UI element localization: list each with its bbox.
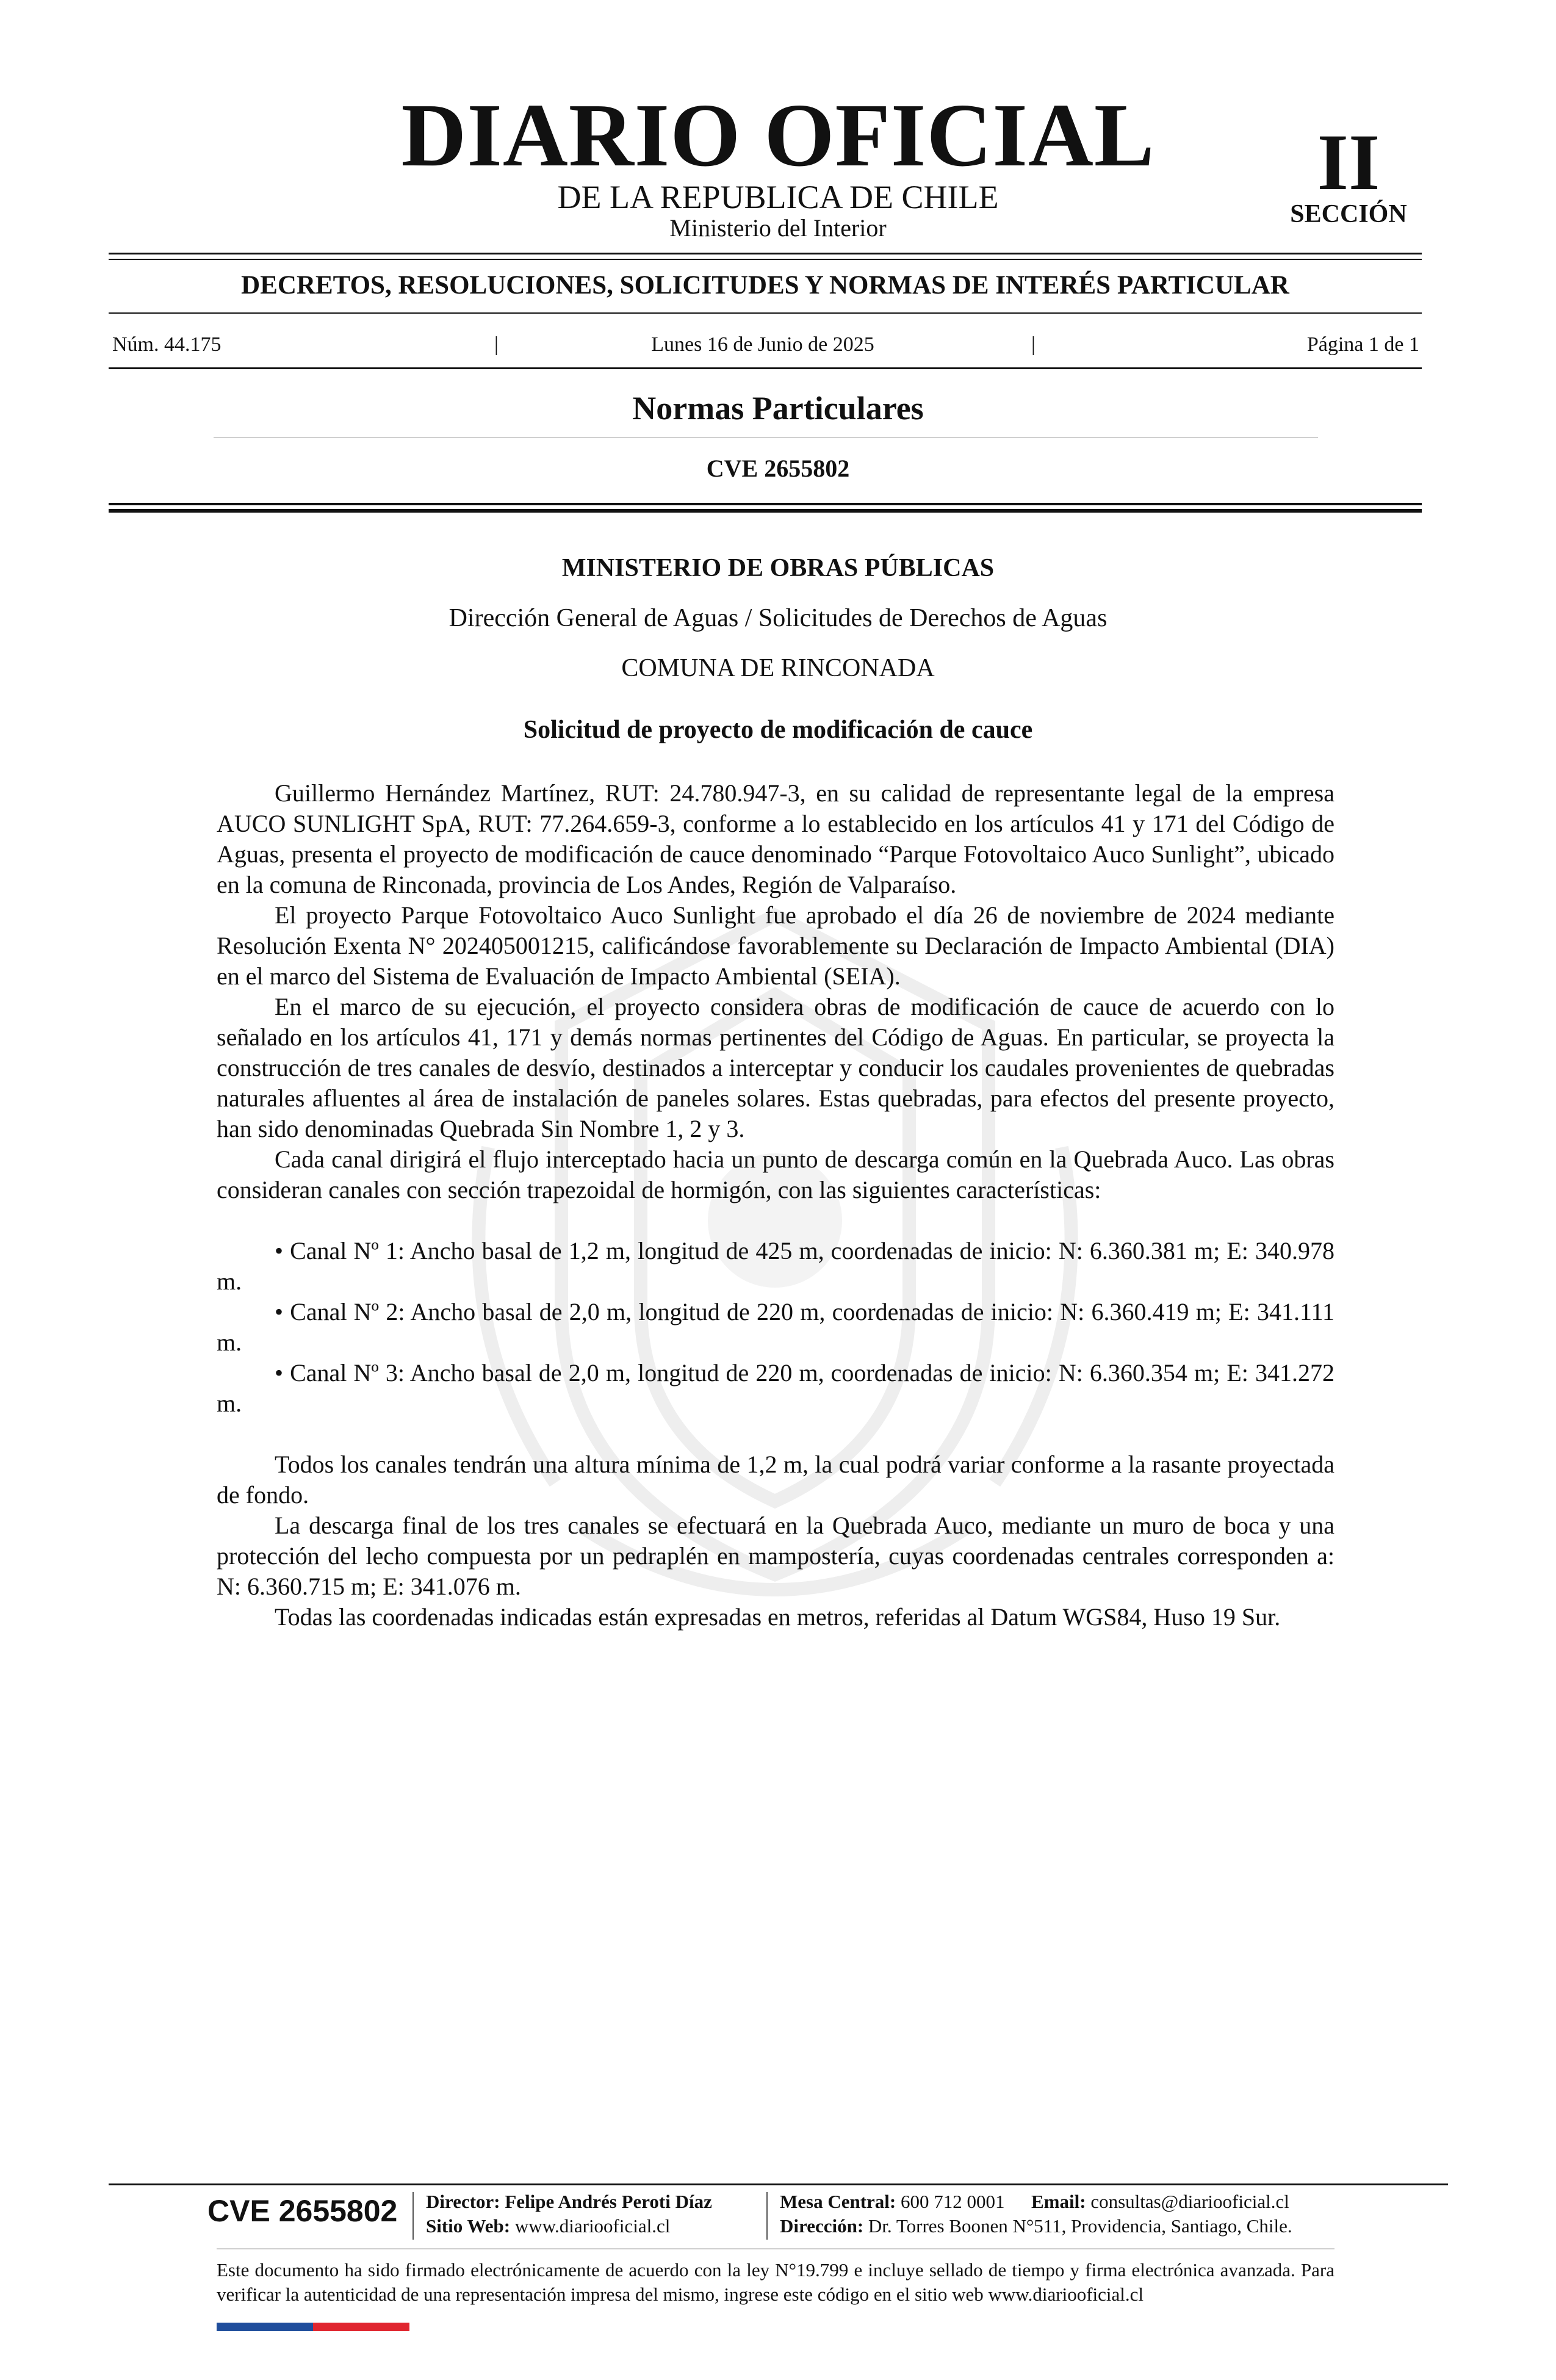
footer-inner-divider (217, 2248, 1334, 2249)
content-divider-1 (109, 503, 1422, 505)
category-banner: DECRETOS, RESOLUCIONES, SOLICITUDES Y NORMAS DE INTERÉS PARTICULAR (241, 271, 1289, 300)
footer-address (780, 2214, 1292, 2238)
info-divider (109, 367, 1422, 369)
header-divider-top (109, 253, 1422, 254)
website-link[interactable]: www.diariooficial.cl (514, 2215, 671, 2237)
phone-number: 600 712 0001 (901, 2191, 1005, 2212)
paragraph: Guillermo Hernández Martínez, RUT: 24.780.947-3, en su calidad de representante legal de la empresa AUCO SUNLIGHT SpA, RUT: 77.264.659-3, conforme a lo establecido en los artículos 41 y 171 del Código de Aguas, presenta el proyecto de modificación de cauce denominado “Parque Fotovoltaico Auco Sunlight”, ubicado en la comuna de Rinconada, provincia de Los Andes, Región de Valparaíso. (217, 779, 1334, 898)
section-title: Normas Particulares (632, 390, 924, 427)
issue-date: Lunes 16 de Junio de 2025 (651, 333, 874, 356)
article-body (217, 778, 1334, 1632)
footer-cve-code: CVE 2655802 (207, 2194, 398, 2228)
section-title-divider (214, 437, 1318, 438)
article-department: Dirección General de Aguas / Solicitudes de Derechos de Aguas (448, 604, 1108, 632)
flag-stripe-blue (217, 2323, 313, 2331)
canal-item: • Canal Nº 1: Ancho basal de 1,2 m, longitud de 425 m, coordenadas de inicio: N: 6.360.381 m; E: 340.978 m. (217, 1237, 1334, 1295)
newspaper-subtitle: DE LA REPUBLICA DE CHILE (557, 179, 999, 215)
email-link[interactable]: consultas@diariooficial.cl (1090, 2191, 1289, 2212)
footer-website (426, 2214, 670, 2238)
paragraph: La descarga final de los tres canales se efectuará en la Quebrada Auco, mediante un muro de boca y una protección del lecho compuesta por un pedraplén en mampostería, cuyas coordenadas centrales corresponden a: N: 6.360.715 m; E: 341.076 m. (217, 1512, 1334, 1600)
canal-item: • Canal Nº 2: Ancho basal de 2,0 m, longitud de 220 m, coordenadas de inicio: N: 6.360.419 m; E: 341.111 m. (217, 1298, 1334, 1356)
director-label: Director: (426, 2191, 500, 2212)
director-name: Felipe Andrés Peroti Díaz (505, 2191, 712, 2212)
section-label: SECCIÓN (1290, 200, 1407, 228)
cve-code: CVE 2655802 (706, 455, 850, 482)
footer-separator-2 (766, 2192, 768, 2240)
email-label: Email: (1031, 2191, 1086, 2212)
footer-director (426, 2190, 712, 2214)
footer-disclaimer: Este documento ha sido firmado electrónicamente de acuerdo con la ley N°19.799 e incluye sellado de tiempo y firma electrónica avanzada. Para verificar la autenticidad de una representación impresa del mismo, ingrese este código en el sitio web www.diariooficial.cl (217, 2259, 1334, 2305)
article-commune: COMUNA DE RINCONADA (621, 654, 935, 682)
paragraph: Cada canal dirigirá el flujo interceptado hacia un punto de descarga común en la Quebrada Auco. Las obras consideran canales con sección trapezoidal de hormigón, con las siguientes características: (217, 1145, 1334, 1203)
phone-label: Mesa Central: (780, 2191, 896, 2212)
category-divider (109, 312, 1422, 314)
paragraph: Todos los canales tendrán una altura mínima de 1,2 m, la cual podrá variar conforme a la rasante proyectada de fondo. (217, 1451, 1334, 1509)
address-text: Dr. Torres Boonen N°511, Providencia, Santiago, Chile. (868, 2215, 1292, 2237)
footer-separator-1 (412, 2192, 414, 2240)
canal-item: • Canal Nº 3: Ancho basal de 2,0 m, longitud de 220 m, coordenadas de inicio: N: 6.360.354 m; E: 341.272 m. (217, 1359, 1334, 1417)
page-number: Página 1 de 1 (1306, 333, 1419, 356)
website-label: Sitio Web: (426, 2215, 511, 2237)
footer-divider (109, 2183, 1448, 2185)
paragraph: En el marco de su ejecución, el proyecto considera obras de modificación de cauce de acuerdo con lo señalado en los artículos 41, 171 y demás normas pertinentes del Código de Aguas. En particular, se proyecta la construcción de tres canales de desvío, destinados a interceptar y conducir los caudales provenientes de quebradas naturales afluentes al área de instalación de paneles solares. Estas quebradas, para efectos del presente proyecto, han sido denominadas Quebrada Sin Nombre 1, 2 y 3. (217, 993, 1334, 1142)
newspaper-title: DIARIO OFICIAL (401, 85, 1155, 186)
section-number: II (1317, 117, 1380, 207)
ministry-label: Ministerio del Interior (669, 214, 887, 242)
article-ministry: MINISTERIO DE OBRAS PÚBLICAS (561, 554, 995, 582)
content-divider-2 (109, 509, 1422, 513)
flag-stripe-red (313, 2323, 409, 2331)
info-separator-1: | (494, 333, 499, 356)
paragraph: El proyecto Parque Fotovoltaico Auco Sunlight fue aprobado el día 26 de noviembre de 2024 mediante Resolución Exenta N° 202405001215, calificándose favorablemente su Declaración de Impacto Ambiental (DIA) en el marco del Sistema de Evaluación de Impacto Ambiental (SEIA). (217, 901, 1334, 990)
info-separator-2: | (1031, 333, 1036, 356)
address-label: Dirección: (780, 2215, 864, 2237)
article-subject: Solicitud de proyecto de modificación de cauce (523, 716, 1033, 744)
paragraph: Todas las coordenadas indicadas están expresadas en metros, referidas al Datum WGS84, Huso 19 Sur. (275, 1603, 1281, 1631)
footer-contact (780, 2190, 1289, 2214)
issue-number: Núm. 44.175 (112, 333, 222, 356)
header-divider-top-thin (109, 259, 1422, 260)
